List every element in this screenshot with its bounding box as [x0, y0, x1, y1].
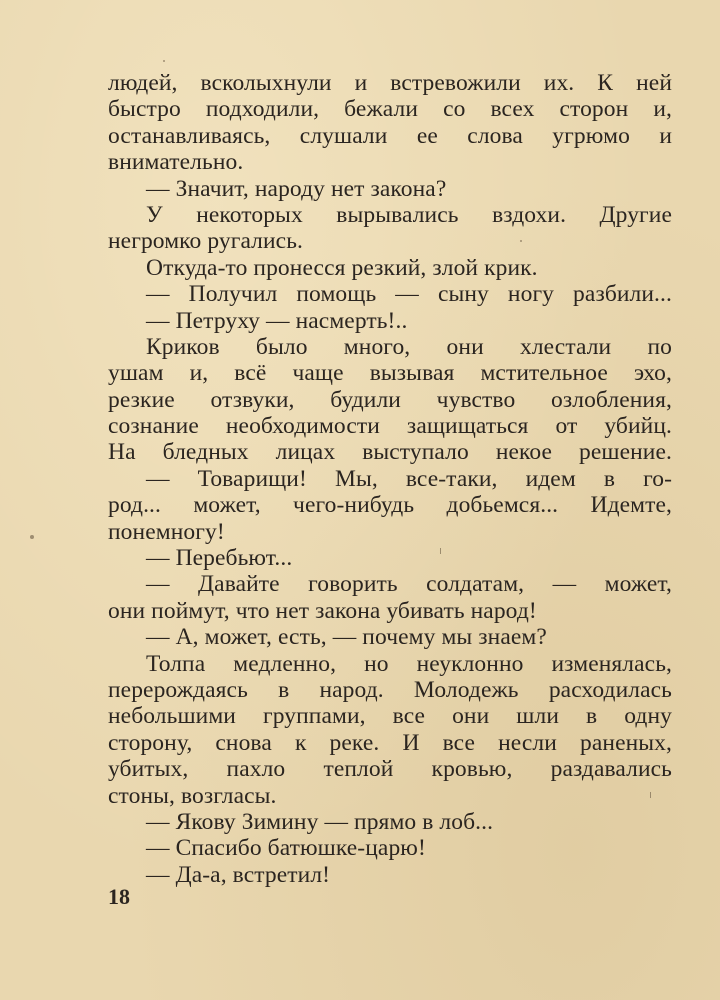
- text-line: небольшими группами, все они шли в одну: [108, 703, 672, 730]
- text-line: Толпа медленно, но неуклонно изменялась,: [146, 650, 672, 677]
- text-line: останавливаясь, слушали ее слова угрюмо и: [108, 122, 672, 149]
- page-number: 18: [108, 884, 130, 909]
- text-line: род... может, чего-нибудь добьемся... Идемте,: [108, 492, 672, 519]
- dialogue-line: — А, может, есть, — почему мы знаем?: [146, 624, 547, 651]
- text-line: резкие отзвуки, будили чувство озлобления,: [108, 386, 672, 413]
- dialogue-line: — Да-а, встретил!: [146, 861, 331, 888]
- text-line: негромко ругались.: [108, 228, 304, 255]
- text-line: Криков было много, они хлестали по: [146, 333, 672, 360]
- text-line: быстро подходили, бежали со всех сторон и,: [108, 96, 672, 123]
- text-line: внимательно.: [108, 149, 244, 176]
- text-line: убитых, пахло теплой кровью, раздавались: [108, 756, 672, 783]
- paper-speck: [30, 535, 34, 539]
- dialogue-line: — Якову Зимину — прямо в лоб...: [146, 808, 494, 835]
- paper-speck: [163, 60, 165, 62]
- text-line: У некоторых вырывались вздохи. Другие: [146, 201, 672, 228]
- dialogue-line: — Спасибо батюшке-царю!: [146, 835, 426, 862]
- text-line: перерождаясь в народ. Молодежь расходилась: [108, 676, 672, 703]
- text-line: стоны, возгласы.: [108, 782, 277, 809]
- text-line: сознание необходимости защищаться от убийц.: [108, 413, 672, 440]
- text-line: людей, всколыхнули и встревожили их. К ней: [108, 70, 672, 96]
- paper-speck: [440, 548, 441, 554]
- page-text-block: [108, 70, 672, 888]
- paper-speck: [650, 792, 651, 798]
- dialogue-line: — Петруху — насмерть!..: [146, 307, 408, 334]
- text-line: Откуда-то пронесся резкий, злой крик.: [146, 254, 538, 281]
- dialogue-line: — Товарищи! Мы, все-таки, идем в го-: [146, 465, 672, 492]
- text-line: они поймут, что нет закона убивать народ!: [108, 597, 537, 624]
- dialogue-line: — Значит, народу нет закона?: [146, 175, 447, 202]
- text-line: понемногу!: [108, 518, 225, 545]
- text-line: сторону, снова к реке. И все несли раненых,: [108, 729, 672, 756]
- paper-speck: [520, 240, 522, 242]
- text-line: На бледных лицах выступало некое решение.: [108, 439, 672, 466]
- dialogue-line: — Перебьют...: [146, 545, 293, 572]
- dialogue-line: — Получил помощь — сыну ногу разбили...: [146, 281, 672, 308]
- dialogue-line: — Давайте говорить солдатам, — может,: [146, 571, 672, 598]
- text-line: ушам и, всё чаще вызывая мстительное эхо,: [108, 360, 672, 387]
